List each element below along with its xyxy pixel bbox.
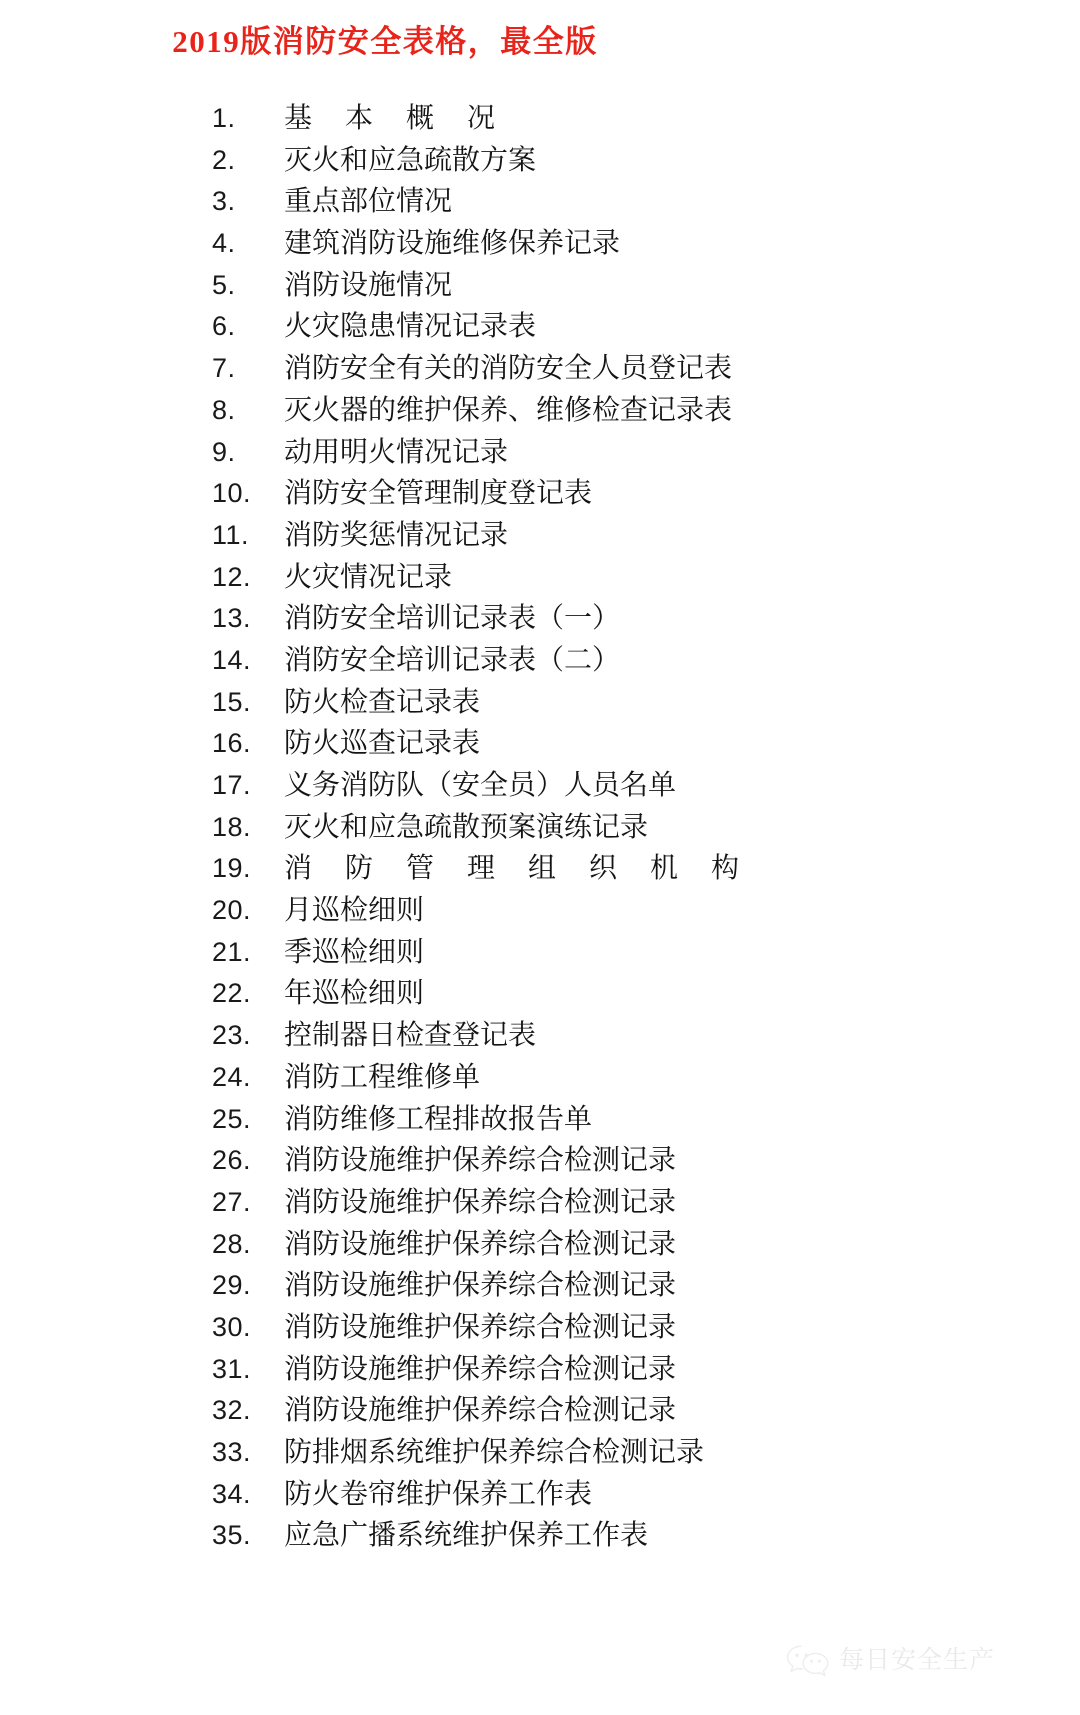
list-item-label: 应急广播系统维护保养工作表 [284,1520,649,1552]
list-item [0,765,1080,807]
list-item-label: 消防设施维护保养综合检测记录 [284,1270,677,1302]
list-item-number: 9. [212,436,236,467]
list-item [0,973,1080,1015]
list-item-number: 25. [212,1103,252,1134]
page-title [0,22,1080,62]
list-item-number: 30. [212,1311,252,1342]
list-item [0,348,1080,390]
list-item-number: 24. [212,1061,252,1092]
list-item-label: 防火卷帘维护保养工作表 [284,1478,593,1510]
list-item-label: 防火巡查记录表 [284,728,481,760]
list-item [0,1182,1080,1224]
list-item-number: 33. [212,1437,252,1467]
list-item-number: 20. [212,895,252,926]
list-item-number: 10. [212,478,252,509]
list-item [0,807,1080,849]
list-item-label: 火灾隐患情况记录表 [284,311,537,343]
list-item-number: 1. [212,103,236,133]
list-item [0,432,1080,474]
list-item [0,1265,1080,1307]
list-item-number: 4. [212,228,236,259]
list-item-label: 火灾情况记录 [284,561,453,593]
list-item-number: 27. [212,1186,252,1217]
list-item [0,473,1080,515]
list-item [0,1474,1080,1516]
list-item [0,598,1080,640]
list-item-number: 14. [212,644,252,675]
list-item-label: 季巡检细则 [284,936,425,968]
list-item [0,223,1080,265]
list-item-label: 消 防 管 理 组 织 机 构 [284,853,753,885]
list-item [0,1015,1080,1057]
list-item-label: 防火检查记录表 [284,686,481,718]
list-item-label: 消防设施维护保养综合检测记录 [284,1145,677,1177]
list-item [0,848,1080,890]
list-item [0,515,1080,557]
list-item-number: 6. [212,311,236,342]
list-item-label: 消防设施维护保养综合检测记录 [284,1353,677,1385]
list-item-number: 28. [212,1228,252,1259]
list-item-number: 26. [212,1145,252,1176]
list-item [0,1390,1080,1432]
list-item-number: 34. [212,1478,252,1509]
list-item-label: 消防维修工程排故报告单 [284,1103,593,1135]
list-item [0,265,1080,307]
list-item-label: 灭火器的维护保养、维修检查记录表 [284,394,733,426]
list-item-label: 消防设施维护保养综合检测记录 [284,1228,677,1260]
list-item [0,1140,1080,1182]
list-item-number: 19. [212,853,252,884]
list-item-label: 义务消防队（安全员）人员名单 [284,770,677,801]
list-item-number: 18. [212,811,252,842]
list-item-number: 8. [212,394,236,425]
list-item [0,1432,1080,1474]
list-item-label: 消防安全培训记录表（一） [284,603,621,635]
list-item-label: 月巡检细则 [284,895,425,927]
list-item-label: 防排烟系统维护保养综合检测记录 [284,1437,705,1468]
list-item [0,98,1080,140]
list-item [0,890,1080,932]
list-item-label: 控制器日检查登记表 [284,1020,537,1052]
list-item-label: 消防工程维修单 [284,1061,481,1093]
list-item [0,682,1080,724]
list-item-number: 32. [212,1395,252,1426]
list-item-number: 2. [212,144,236,175]
list-item [0,390,1080,432]
list-item-label: 消防设施维护保养综合检测记录 [284,1311,677,1343]
list-item [0,932,1080,974]
list-item [0,1349,1080,1391]
list-item-label: 消防安全有关的消防安全人员登记表 [284,353,733,385]
list-item-number: 31. [212,1353,252,1384]
list-item-number: 35. [212,1520,252,1551]
list-item [0,723,1080,765]
list-item [0,1057,1080,1099]
list-item-label: 基 本 概 况 [284,103,509,134]
list-item-number: 16. [212,728,252,759]
list-item-number: 5. [212,269,236,300]
page-title-text: 2019版消防安全表格，最全版 [172,24,598,59]
list-item [0,640,1080,682]
list-item-label: 重点部位情况 [284,186,453,218]
list-item-number: 22. [212,978,252,1009]
list-item-number: 11. [212,519,250,550]
watermark [786,1643,995,1679]
wechat-icon [786,1643,830,1679]
list-item-number: 21. [212,936,252,967]
list-item-label: 年巡检细则 [284,978,425,1010]
list-item [0,1224,1080,1266]
list-item-label: 灭火和应急疏散预案演练记录 [284,811,649,843]
list-item-label: 消防安全管理制度登记表 [284,478,593,510]
list-item-number: 3. [212,186,236,217]
table-of-contents-list [0,98,1080,1557]
list-item-number: 29. [212,1270,252,1301]
list-item-label: 消防安全培训记录表（二） [284,644,621,676]
watermark-text: 每日安全生产 [839,1647,996,1674]
list-item-label: 消防设施情况 [284,269,453,301]
list-item [0,140,1080,182]
list-item [0,1099,1080,1141]
list-item-number: 23. [212,1020,252,1051]
list-item [0,181,1080,223]
list-item [0,1307,1080,1349]
list-item-label: 建筑消防设施维修保养记录 [284,228,621,260]
list-item-label: 动用明火情况记录 [284,436,509,468]
list-item-number: 17. [212,770,252,800]
list-item-number: 15. [212,686,252,717]
list-item-label: 消防设施维护保养综合检测记录 [284,1395,677,1427]
list-item-label: 消防设施维护保养综合检测记录 [284,1186,677,1218]
list-item-label: 消防奖惩情况记录 [284,519,509,551]
list-item-number: 13. [212,603,252,634]
list-item [0,1515,1080,1557]
list-item-label: 灭火和应急疏散方案 [284,144,537,176]
list-item-number: 12. [212,561,252,592]
list-item [0,557,1080,599]
list-item [0,306,1080,348]
list-item-number: 7. [212,353,236,384]
